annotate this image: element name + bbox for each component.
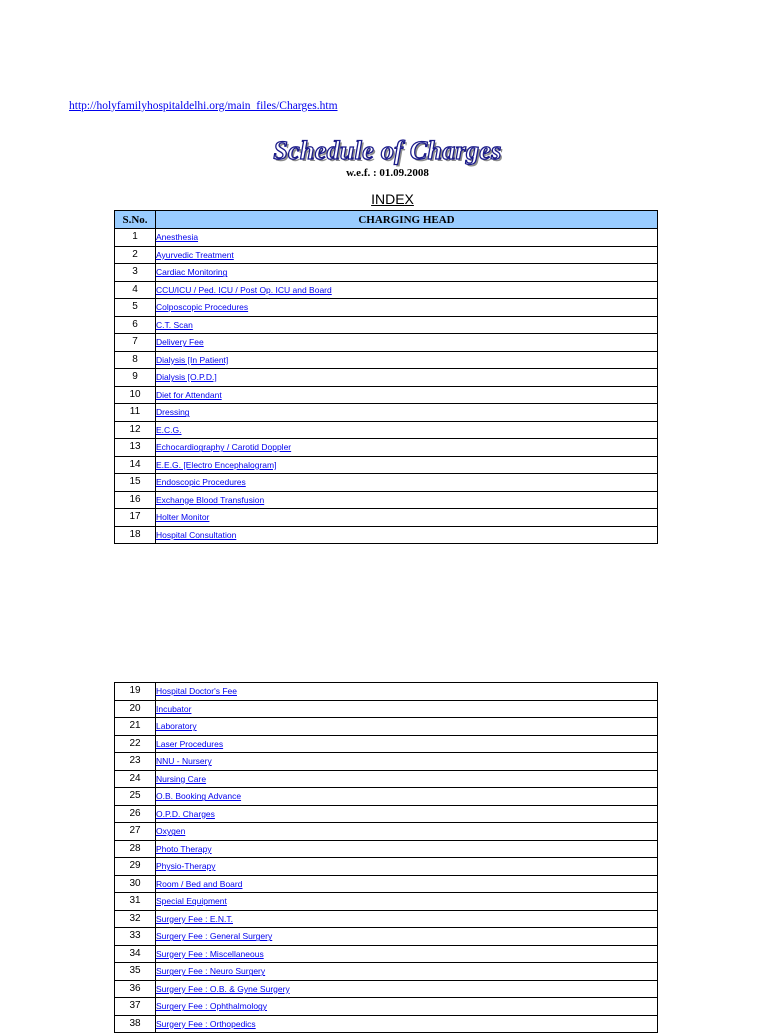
table-row [115,264,658,282]
serial-number: 25 [115,788,156,806]
serial-number: 16 [115,491,156,509]
serial-number: 18 [115,526,156,544]
serial-number: 12 [115,421,156,439]
charging-head-cell [156,369,658,387]
charging-head-header: CHARGING HEAD [156,211,658,229]
serial-number: 38 [115,1015,156,1033]
charging-head-cell [156,404,658,422]
charging-head-link[interactable]: Laser Procedures [156,738,224,749]
charging-head-cell [156,299,658,317]
charging-head-cell [156,788,658,806]
table-row [115,910,658,928]
charging-head-link[interactable]: Echocardiography / Carotid Doppler [156,442,292,453]
charging-head-link[interactable]: Surgery Fee : Orthopedics [156,1018,256,1029]
serial-number: 5 [115,299,156,317]
charging-head-cell [156,351,658,369]
charging-head-cell [156,735,658,753]
index-table-page1 [114,210,658,544]
charging-head-cell [156,526,658,544]
sno-header: S.No. [115,211,156,229]
table-row [115,963,658,981]
charging-head-link[interactable]: Photo Therapy [156,843,212,854]
table-row [115,509,658,527]
charging-head-cell [156,893,658,911]
table-row [115,788,658,806]
charging-head-link[interactable]: Incubator [156,703,192,714]
table-row [115,770,658,788]
charging-head-cell [156,474,658,492]
serial-number: 11 [115,404,156,422]
charging-head-cell [156,491,658,509]
charging-head-link[interactable]: Diet for Attendant [156,389,222,400]
charging-head-link[interactable]: Dialysis [In Patient] [156,354,229,365]
charging-head-cell [156,281,658,299]
charging-head-link[interactable]: Laboratory [156,721,197,732]
charging-head-cell [156,858,658,876]
charging-head-link[interactable]: E.C.G. [156,424,182,435]
serial-number: 34 [115,945,156,963]
table-row [115,281,658,299]
charging-head-link[interactable]: Special Equipment [156,896,227,907]
index-table-page2 [114,682,658,1033]
charging-head-link[interactable]: O.P.D. Charges [156,808,215,819]
serial-number: 9 [115,369,156,387]
serial-number: 22 [115,735,156,753]
serial-number: 1 [115,229,156,247]
table-row [115,753,658,771]
charging-head-link[interactable]: Ayurvedic Treatment [156,249,234,260]
charging-head-cell [156,805,658,823]
table-row [115,998,658,1016]
charging-head-link[interactable]: Hospital Consultation [156,529,237,540]
charging-head-link[interactable]: Physio-Therapy [156,861,216,872]
charging-head-link[interactable]: Cardiac Monitoring [156,267,228,278]
charging-head-cell [156,910,658,928]
serial-number: 24 [115,770,156,788]
charging-head-link[interactable]: Dialysis [O.P.D.] [156,372,217,383]
charging-head-link[interactable]: C.T. Scan [156,319,193,330]
serial-number: 35 [115,963,156,981]
serial-number: 17 [115,509,156,527]
serial-number: 6 [115,316,156,334]
charging-head-cell [156,980,658,998]
serial-number: 28 [115,840,156,858]
charging-head-cell [156,421,658,439]
serial-number: 15 [115,474,156,492]
serial-number: 20 [115,700,156,718]
table-row [115,404,658,422]
charging-head-link[interactable]: O.B. Booking Advance [156,791,242,802]
charging-head-cell [156,753,658,771]
charging-head-link[interactable]: Delivery Fee [156,337,204,348]
charging-head-cell [156,246,658,264]
charging-head-link[interactable]: Colposcopic Procedures [156,302,249,313]
table-row [115,369,658,387]
table-row [115,491,658,509]
table-row [115,858,658,876]
charging-head-cell [156,928,658,946]
charging-head-link[interactable]: Surgery Fee : Neuro Surgery [156,966,266,977]
serial-number: 7 [115,334,156,352]
table-row [115,735,658,753]
serial-number: 4 [115,281,156,299]
charging-head-cell [156,718,658,736]
table-row [115,439,658,457]
serial-number: 3 [115,264,156,282]
table-row [115,928,658,946]
table-row [115,840,658,858]
effective-date: w.e.f. : 01.09.2008 [346,167,429,179]
charging-head-cell [156,945,658,963]
table-row [115,229,658,247]
charging-head-link[interactable]: E.E.G. [Electro Encephalogram] [156,459,277,470]
charging-head-link[interactable]: Surgery Fee : E.N.T. [156,913,233,924]
charging-head-cell [156,770,658,788]
charging-head-cell [156,963,658,981]
serial-number: 33 [115,928,156,946]
charging-head-cell [156,683,658,701]
table-row [115,421,658,439]
table-row [115,945,658,963]
charging-head-link[interactable]: Anesthesia [156,232,199,243]
serial-number: 36 [115,980,156,998]
table-header-row [115,211,658,229]
serial-number: 14 [115,456,156,474]
serial-number: 27 [115,823,156,841]
table-row [115,805,658,823]
charging-head-link[interactable]: Room / Bed and Board [156,878,243,889]
charging-head-link[interactable]: NNU - Nursery [156,756,212,767]
charging-head-link[interactable]: Endoscopic Procedures [156,477,246,488]
table-row [115,316,658,334]
serial-number: 37 [115,998,156,1016]
charging-head-link[interactable]: Oxygen [156,826,186,837]
charging-head-cell [156,334,658,352]
table-row [115,334,658,352]
table-row [115,386,658,404]
serial-number: 10 [115,386,156,404]
serial-number: 32 [115,910,156,928]
serial-number: 13 [115,439,156,457]
index-heading: INDEX [371,191,414,207]
charging-head-link[interactable]: Surgery Fee : Ophthalmology [156,1001,268,1012]
table-row [115,718,658,736]
charging-head-link[interactable]: Surgery Fee : Miscellaneous [156,948,264,959]
charging-head-link[interactable]: Hospital Doctor's Fee [156,686,237,697]
serial-number: 29 [115,858,156,876]
charging-head-link[interactable]: CCU/ICU / Ped. ICU / Post Op. ICU and Board [156,284,332,295]
table-row [115,980,658,998]
charging-head-cell [156,439,658,457]
charging-head-link[interactable]: Surgery Fee : O.B. & Gyne Surgery [156,983,290,994]
charging-head-cell [156,840,658,858]
table-row [115,823,658,841]
charging-head-cell [156,700,658,718]
charging-head-link[interactable]: Nursing Care [156,773,207,784]
charging-head-cell [156,998,658,1016]
charging-head-link[interactable]: Dressing [156,407,190,418]
table-row [115,474,658,492]
page-title: Schedule of Charges [273,136,502,165]
table-row [115,683,658,701]
charging-head-cell [156,509,658,527]
table-row [115,246,658,264]
table-row [115,526,658,544]
source-url-link[interactable]: http://holyfamilyhospitaldelhi.org/main_files/Charges.htm [69,100,338,112]
table-row [115,351,658,369]
serial-number: 23 [115,753,156,771]
charging-head-cell [156,229,658,247]
charging-head-cell [156,386,658,404]
serial-number: 8 [115,351,156,369]
serial-number: 30 [115,875,156,893]
charging-head-cell [156,823,658,841]
serial-number: 26 [115,805,156,823]
serial-number: 19 [115,683,156,701]
table-row [115,456,658,474]
charging-head-link[interactable]: Exchange Blood Transfusion [156,494,265,505]
charging-head-link[interactable]: Surgery Fee : General Surgery [156,931,273,942]
serial-number: 31 [115,893,156,911]
charging-head-cell [156,316,658,334]
serial-number: 21 [115,718,156,736]
table-row [115,700,658,718]
charging-head-link[interactable]: Holter Monitor [156,512,210,523]
table-row [115,893,658,911]
charging-head-cell [156,264,658,282]
serial-number: 2 [115,246,156,264]
table-row [115,299,658,317]
charging-head-cell [156,456,658,474]
charging-head-cell [156,875,658,893]
table-row [115,875,658,893]
